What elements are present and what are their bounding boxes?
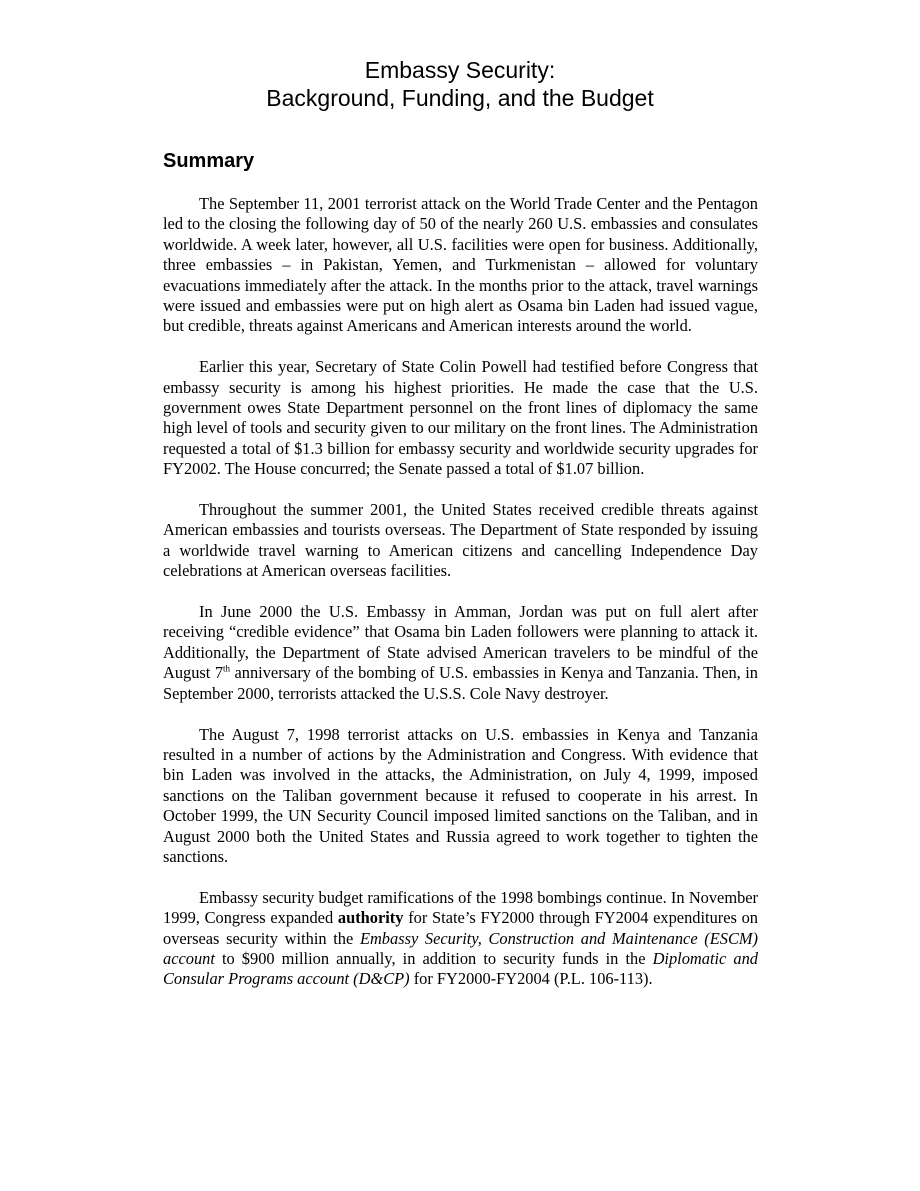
title-line-1: Embassy Security: xyxy=(364,57,556,83)
paragraph-6-part-a: Embassy security budget ramifications of the 1998 bombings continue. In November 1999, Congress expanded xyxy=(163,887,758,928)
paragraph-2: Earlier this year, Secretary of State Colin Powell had testified before Congress that embassy security is among his highest priorities. He made the case that the U.S. government owes State Department personnel on the front lines of diplomacy the same high level of tools and security given to our military on the front lines. The Administration requested a total of $1.3 billion for embassy security and worldwide security upgrades for FY2002. The House concurred; the Senate passed a total of $1.07 billion. xyxy=(163,357,758,479)
summary-heading: Summary xyxy=(163,150,255,172)
paragraph-6-part-c: to $900 million annually, in addition to security funds in the xyxy=(214,948,653,968)
paragraph-1: The September 11, 2001 terrorist attack on the World Trade Center and the Pentagon led to the closing the following day of 50 of the nearly 260 U.S. embassies and consulates worldwide. A week later, however, all U.S. facilities were open for business. Additionally, three embassies – in Pakistan, Yemen, and Turkmenistan – allowed for voluntary evacuations immediately after the attack. In the months prior to the attack, travel warnings were issued and embassies were put on high alert as Osama bin Laden had issued vague, but credible, threats against Americans and American interests around the world. xyxy=(163,194,758,336)
authority-bold: authority xyxy=(337,908,404,928)
paragraph-4 xyxy=(163,602,758,704)
title-line-2: Background, Funding, and the Budget xyxy=(266,85,654,111)
document-title xyxy=(0,56,920,112)
paragraph-6 xyxy=(163,888,758,990)
dcp-account-italic: Diplomatic and Consular Programs account (D&CP) xyxy=(163,948,758,989)
paragraph-3: Throughout the summer 2001, the United States received credible threats against American embassies and tourists overseas. The Department of State responded by issuing a worldwide travel warning to American citizens and cancelling Independence Day celebrations at American overseas facilities. xyxy=(163,500,758,581)
paragraph-4-part-b: anniversary of the bombing of U.S. embassies in Kenya and Tanzania. Then, in September 2000, terrorists attacked the U.S.S. Cole Navy destroyer. xyxy=(163,663,758,703)
escm-account-italic: Embassy Security, Construction and Maintenance (ESCM) account xyxy=(163,928,758,968)
paragraph-6-part-b: for State’s FY2000 through FY2004 expenditures on overseas security within the xyxy=(163,908,759,948)
paragraph-5: The August 7, 1998 terrorist attacks on U.S. embassies in Kenya and Tanzania resulted in a number of actions by the Administration and Congress. With evidence that bin Laden was involved in the attacks, the Administration, on July 4, 1999, imposed sanctions on the Taliban government because it refused to cooperate in his arrest. In October 1999, the UN Security Council imposed limited sanctions on the Taliban, and in August 2000 both the United States and Russia agreed to work together to tighten the sanctions. xyxy=(163,724,758,866)
summary-body xyxy=(163,194,758,990)
paragraph-4-part-a: In June 2000 the U.S. Embassy in Amman, Jordan was put on full alert after receiving “credible evidence” that Osama bin Laden followers were planning to attack it. Additionally, the Department of State advised American travelers to be mindful of the August 7 xyxy=(163,602,758,683)
paragraph-6-part-d: for FY2000-FY2004 (P.L. 106-113). xyxy=(409,969,653,989)
ordinal-superscript: th xyxy=(223,663,231,674)
